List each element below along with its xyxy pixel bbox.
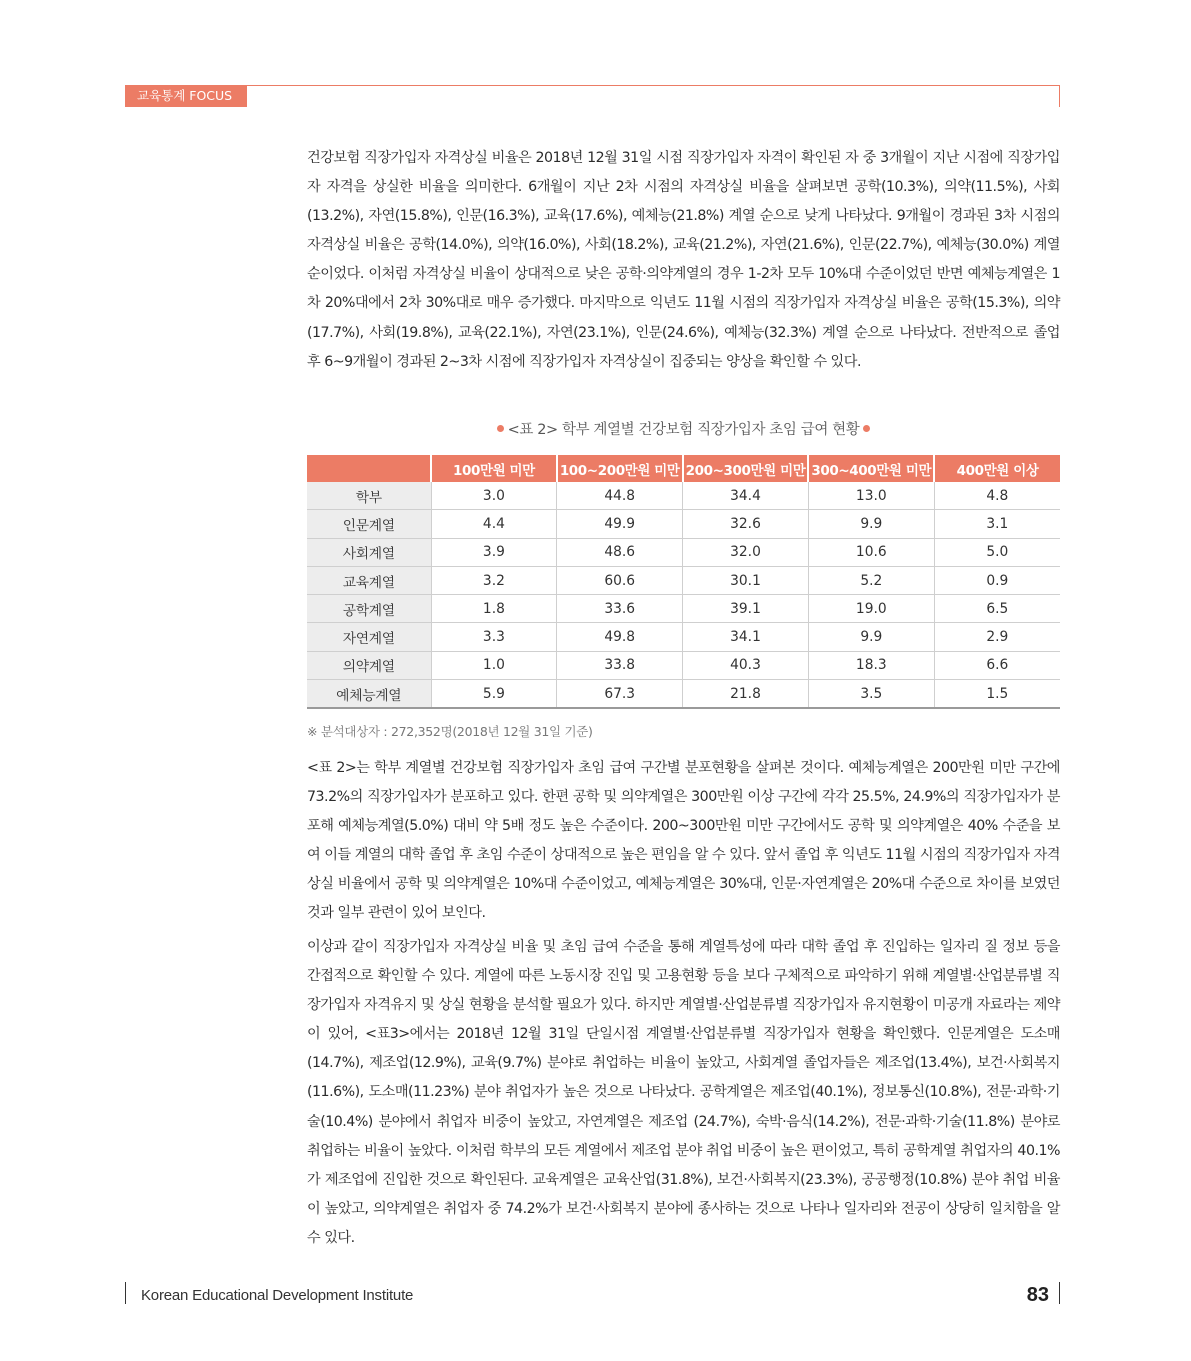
table-cell: 13.0 <box>808 482 934 510</box>
table-caption <box>307 418 1060 439</box>
table-cell: 9.9 <box>808 623 934 651</box>
table-header-cell: 100만원 미만 <box>431 455 557 482</box>
table-cell: 49.9 <box>557 510 683 538</box>
page-number: 83 <box>1026 1284 1049 1306</box>
table-header-cell: 200~300만원 미만 <box>683 455 809 482</box>
footer-rule-right <box>1059 1282 1060 1304</box>
table-cell: 10.6 <box>808 538 934 566</box>
table-cell: 34.1 <box>683 623 809 651</box>
header-bar <box>125 85 1060 107</box>
row-label: 예체능계열 <box>307 680 431 709</box>
row-label: 자연계열 <box>307 623 431 651</box>
table-cell: 5.9 <box>431 680 557 709</box>
header-rule-end <box>1059 85 1060 107</box>
table-cell: 3.9 <box>431 538 557 566</box>
row-label: 교육계열 <box>307 566 431 594</box>
table-note: ※ 분석대상자 : 272,352명(2018년 12월 31일 기준) <box>307 724 593 739</box>
body-paragraph-1: 건강보험 직장가입자 자격상실 비율은 2018년 12월 31일 시점 직장가입자 자격이 확인된 자 중 3개월이 지난 시점에 직장가입자 자격을 상실한 비율을 의미한다. 6개월이 지난 2차 시점의 자격상실 비율을 살펴보면 공학(10.3%), 의약(11.5%), 사회(13.2%), 자연(15.8%), 인문(16.3%), 교육(17.6%), 예체능(21.8%) 계열 순으로 낮게 나타났다. 9개월이 경과된 3차 시점의 자격상실 비율은 공학(14.0%), 의약(16.0%), 사회(18.2%), 교육(21.2%), 자연(21.6%), 인문(22.7%), 예체능(30.0%) 계열 순이었다. 이처럼 자격상실 비율이 상대적으로 낮은 공학·의약계열의 경우 1-2차 모두 10%대 수준이었던 반면 예체능계열은 1차 20%대에서 2차 30%대로 매우 증가했다. 마지막으로 익년도 11월 시점의 직장가입자 자격상실 비율은 공학(15.3%), 의약(17.7%), 사회(19.8%), 교육(22.1%), 자연(23.1%), 인문(24.6%), 예체능(32.3%) 계열 순으로 나타났다. 전반적으로 졸업 후 6~9개월이 경과된 2~3차 시점에 직장가입자 자격상실이 집중되는 양상을 확인할 수 있다. <box>307 150 1060 370</box>
table-header-cell: 400만원 이상 <box>934 455 1060 482</box>
table-cell: 33.8 <box>557 651 683 679</box>
table-cell: 49.8 <box>557 623 683 651</box>
header-rule <box>247 85 1060 86</box>
row-label: 사회계열 <box>307 538 431 566</box>
table-cell: 3.5 <box>808 680 934 709</box>
table-row <box>307 595 1060 623</box>
row-label: 인문계열 <box>307 510 431 538</box>
table-cell: 34.4 <box>683 482 809 510</box>
row-label: 공학계열 <box>307 595 431 623</box>
table-cell: 1.5 <box>934 680 1060 709</box>
table-row <box>307 538 1060 566</box>
table-cell: 1.0 <box>431 651 557 679</box>
table-header-cell: 100~200만원 미만 <box>557 455 683 482</box>
table-cell: 40.3 <box>683 651 809 679</box>
table-cell: 18.3 <box>808 651 934 679</box>
table-row <box>307 680 1060 709</box>
table-cell: 3.0 <box>431 482 557 510</box>
table-cell: 3.2 <box>431 566 557 594</box>
table-cell: 60.6 <box>557 566 683 594</box>
table-row <box>307 623 1060 651</box>
table-cell: 32.6 <box>683 510 809 538</box>
table-cell: 5.0 <box>934 538 1060 566</box>
table-cell: 6.5 <box>934 595 1060 623</box>
table-cell: 33.6 <box>557 595 683 623</box>
table-cell: 9.9 <box>808 510 934 538</box>
table-cell: 32.0 <box>683 538 809 566</box>
table-row <box>307 651 1060 679</box>
table-cell: 30.1 <box>683 566 809 594</box>
table-header-cell: 300~400만원 미만 <box>808 455 934 482</box>
table-cell: 0.9 <box>934 566 1060 594</box>
salary-table <box>307 455 1060 709</box>
table-header-row <box>307 455 1060 482</box>
table-cell: 5.2 <box>808 566 934 594</box>
table-row <box>307 566 1060 594</box>
table-cell: 44.8 <box>557 482 683 510</box>
table-cell: 39.1 <box>683 595 809 623</box>
row-label: 의약계열 <box>307 651 431 679</box>
footer-rule-left <box>125 1282 126 1304</box>
table-cell: 21.8 <box>683 680 809 709</box>
row-label: 학부 <box>307 482 431 510</box>
table-cell: 1.8 <box>431 595 557 623</box>
table-cell: 48.6 <box>557 538 683 566</box>
table-cell: 2.9 <box>934 623 1060 651</box>
bullet-dot-icon <box>863 425 870 432</box>
table-caption-text: <표 2> 학부 계열별 건강보험 직장가입자 초임 급여 현황 <box>507 422 860 438</box>
table-cell: 4.8 <box>934 482 1060 510</box>
table-cell: 3.3 <box>431 623 557 651</box>
table-body <box>307 482 1060 708</box>
body-paragraph-3: 이상과 같이 직장가입자 자격상실 비율 및 초임 급여 수준을 통해 계열특성에 따라 대학 졸업 후 진입하는 일자리 질 정보 등을 간접적으로 확인할 수 있다. 계열에 따른 노동시장 진입 및 고용현황 등을 보다 구체적으로 파악하기 위해 계열별·산업분류별 직장가입자 자격유지 및 상실 현황을 분석할 필요가 있다. 하지만 계열별·산업분류별 직장가입자 유지현황이 미공개 자료라는 제약이 있어, <표3>에서는 2018년 12월 31일 단일시점 계열별·산업분류별 직장가입자 현황을 확인했다. 인문계열은 도소매(14.7%), 제조업(12.9%), 교육(9.7%) 분야로 취업하는 비율이 높았고, 사회계열 졸업자들은 제조업(13.4%), 보건·사회복지(11.6%), 도소매(11.23%) 분야 취업자가 높은 것으로 나타났다. 공학계열은 제조업(40.1%), 정보통신(10.8%), 전문·과학·기술(10.4%) 분야에서 취업자 비중이 높았고, 자연계열은 제조업 (24.7%), 숙박·음식(14.2%), 전문·과학·기술(11.8%) 분야로 취업하는 비율이 높았다. 이처럼 학부의 모든 계열에서 제조업 분야 취업 비중이 높은 편이었고, 특히 공학계열 취업자의 40.1%가 제조업에 진입한 것으로 확인된다. 교육계열은 교육산업(31.8%), 보건·사회복지(23.3%), 공공행정(10.8%) 분야 취업 비율이 높았고, 의약계열은 취업자 중 74.2%가 보건·사회복지 분야에 종사하는 것으로 나타나 일자리와 전공이 상당히 일치함을 알 수 있다. <box>307 939 1060 1246</box>
table-cell: 3.1 <box>934 510 1060 538</box>
section-tag: 교육통계 FOCUS <box>125 85 247 107</box>
table-row <box>307 482 1060 510</box>
bullet-dot-icon <box>497 425 504 432</box>
table-cell: 19.0 <box>808 595 934 623</box>
body-paragraph-2: <표 2>는 학부 계열별 건강보험 직장가입자 초임 급여 구간별 분포현황을 살펴본 것이다. 예체능계열은 200만원 미만 구간에 73.2%의 직장가입자가 분포하고 있다. 한편 공학 및 의약계열은 300만원 이상 구간에 각각 25.5%, 24.9%의 직장가입자가 분포해 예체능계열(5.0%) 대비 약 5배 정도 높은 수준이다. 200~300만원 미만 구간에서도 공학 및 의약계열은 40% 수준을 보여 이들 계열의 대학 졸업 후 초임 수준이 상대적으로 높은 편임을 알 수 있다. 앞서 졸업 후 익년도 11월 시점의 직장가입자 자격상실 비율에서 공학 및 의약계열은 10%대 수준이었고, 예체능계열은 30%대, 인문·자연계열은 20%대 수준으로 차이를 보였던 것과 일부 관련이 있어 보인다. <box>307 760 1060 922</box>
table-row <box>307 510 1060 538</box>
footer-institute: Korean Educational Development Institute <box>141 1287 414 1304</box>
table-cell: 4.4 <box>431 510 557 538</box>
table-cell: 6.6 <box>934 651 1060 679</box>
table-header-cell <box>307 455 431 482</box>
table-cell: 67.3 <box>557 680 683 709</box>
